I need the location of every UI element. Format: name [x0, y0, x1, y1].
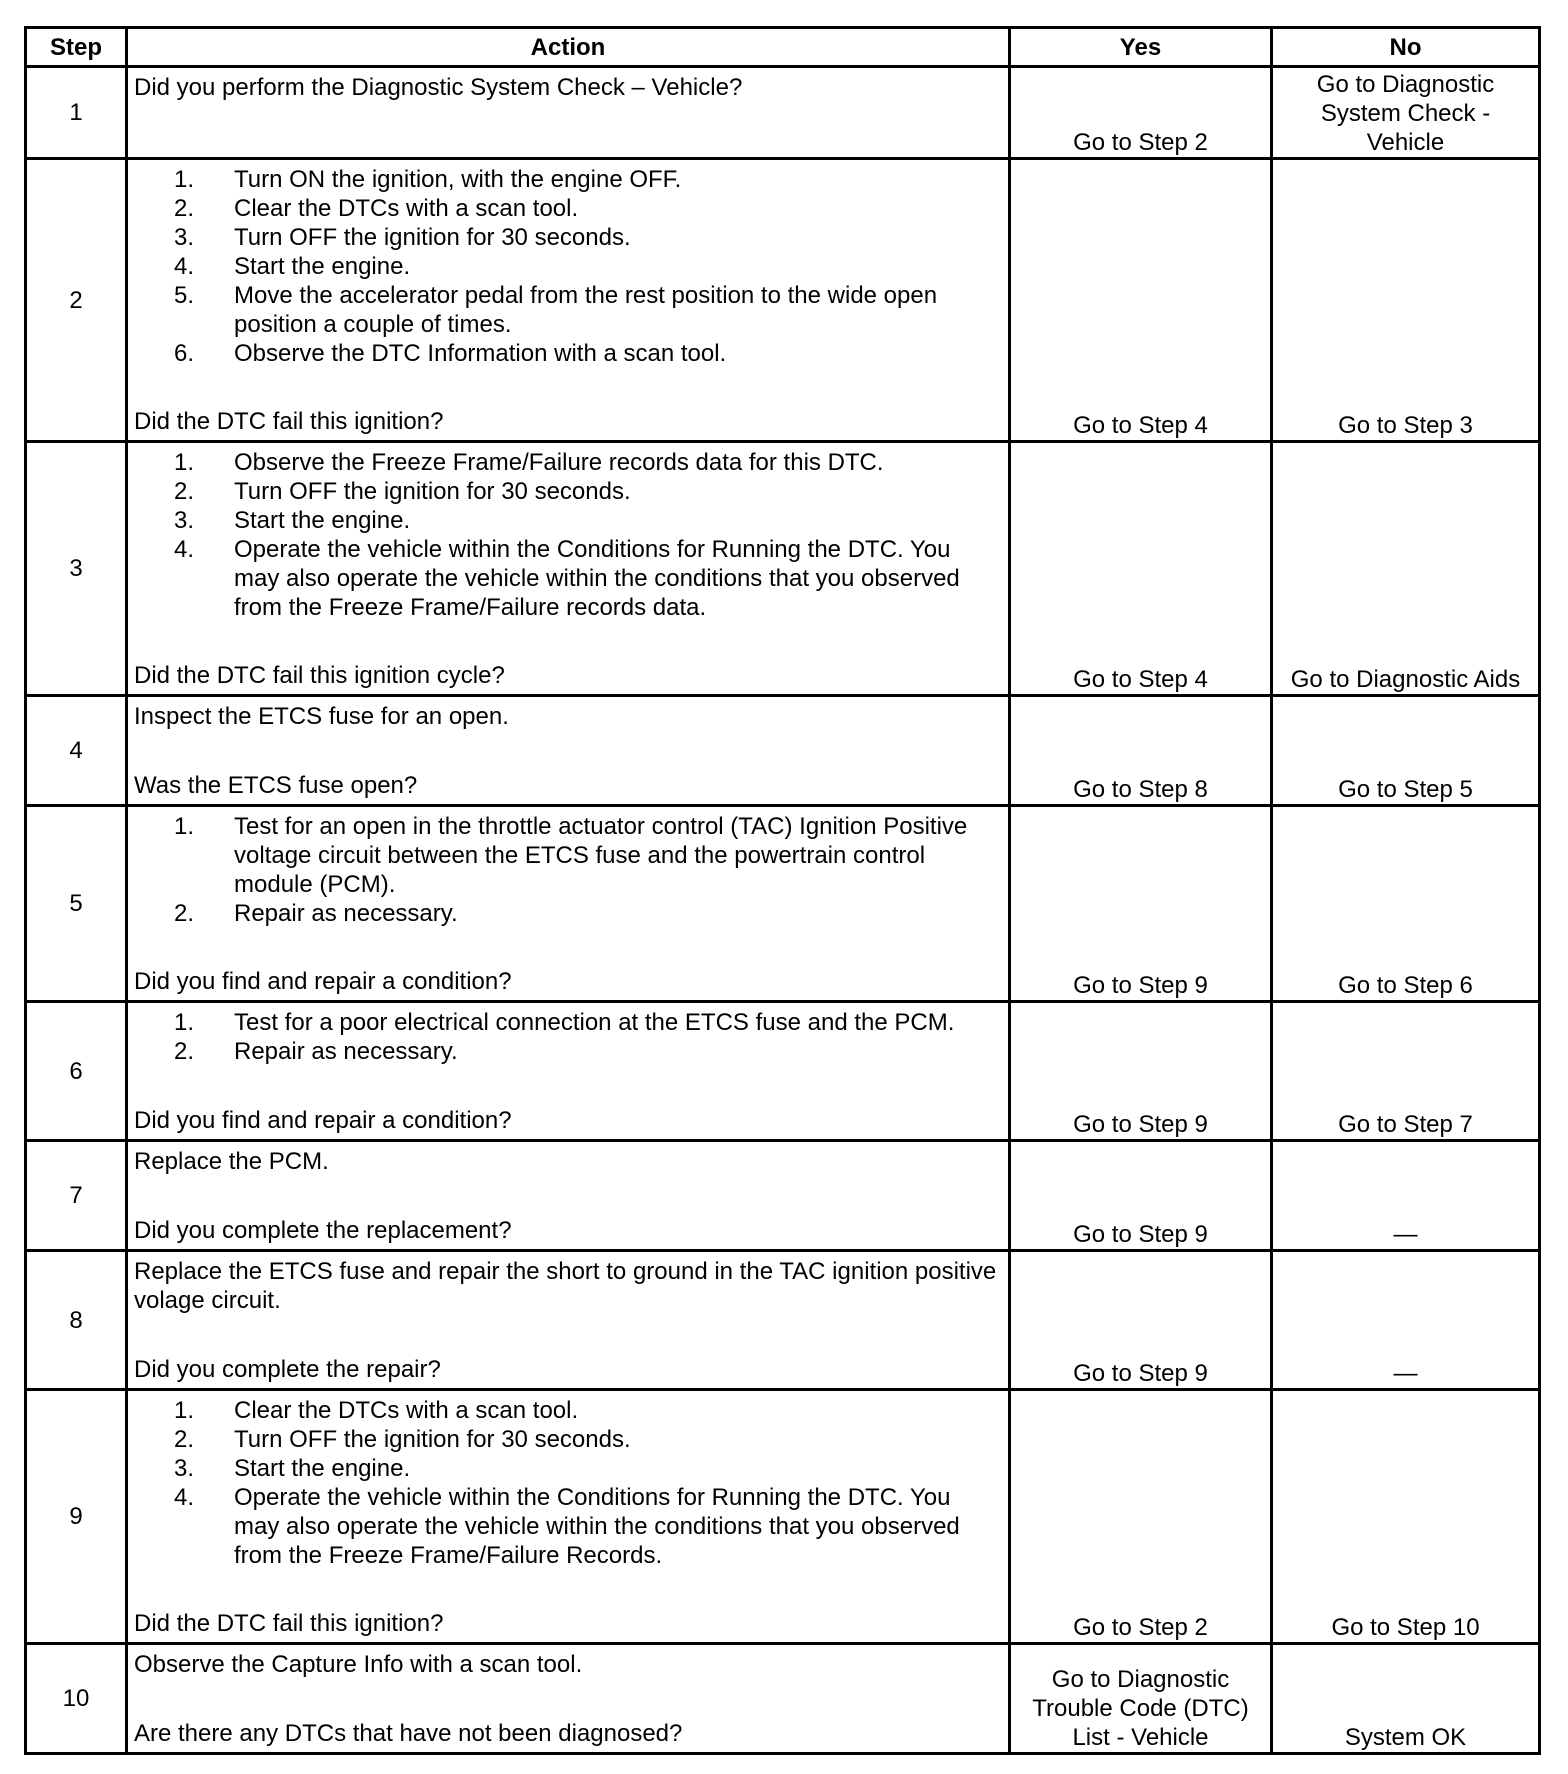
action-steps-list	[134, 165, 1002, 368]
list-item-number: 2.	[173, 478, 194, 505]
list-item-number: 3.	[173, 224, 194, 251]
yes-result: Go to Step 9	[1010, 806, 1272, 1002]
list-item	[134, 165, 1002, 194]
list-item-number: 4.	[173, 1484, 194, 1511]
list-item	[134, 281, 1002, 339]
list-item	[134, 194, 1002, 223]
list-item-text: Operate the vehicle within the Conditions for Running the DTC. You may also operate the vehicle within the conditions that you observed from the Freeze Frame/Failure records data.	[234, 536, 960, 621]
action-cell	[127, 1644, 1010, 1754]
yes-result: Go to Step 2	[1010, 1390, 1272, 1644]
step-number: 3	[26, 442, 127, 696]
action-steps-list	[134, 1396, 1002, 1570]
action-steps-list	[134, 448, 1002, 622]
list-item	[134, 535, 1002, 622]
action-instruction: Observe the Capture Info with a scan tool.	[134, 1651, 583, 1678]
list-item-text: Operate the vehicle within the Conditions for Running the DTC. You may also operate the vehicle within the conditions that you observed from the Freeze Frame/Failure Records.	[234, 1484, 960, 1569]
action-cell	[127, 67, 1010, 159]
action-question: Did the DTC fail this ignition?	[134, 1610, 444, 1637]
list-item-number: 4.	[173, 253, 194, 280]
action-question: Did you complete the repair?	[134, 1356, 441, 1383]
no-result: System OK	[1272, 1644, 1540, 1754]
list-item	[134, 812, 1002, 899]
yes-result: Go to Step 9	[1010, 1002, 1272, 1141]
table-row	[26, 1251, 1540, 1390]
list-item-text: Turn OFF the ignition for 30 seconds.	[234, 1426, 631, 1453]
list-item-text: Turn ON the ignition, with the engine OFF.	[234, 166, 682, 193]
table-row	[26, 1390, 1540, 1644]
list-item	[134, 477, 1002, 506]
list-item-number: 3.	[173, 1455, 194, 1482]
header-yes: Yes	[1010, 28, 1272, 67]
list-item	[134, 223, 1002, 252]
step-number: 9	[26, 1390, 127, 1644]
no-result: Go to Step 10	[1272, 1390, 1540, 1644]
list-item-text: Test for an open in the throttle actuator control (TAC) Ignition Positive voltage circuit between the ETCS fuse and the powertrain control module (PCM).	[234, 813, 968, 898]
header-no: No	[1272, 28, 1540, 67]
table-row	[26, 1644, 1540, 1754]
list-item-text: Repair as necessary.	[234, 1038, 458, 1065]
list-item-number: 4.	[173, 536, 194, 563]
list-item-number: 1.	[173, 449, 194, 476]
action-question: Did the DTC fail this ignition?	[134, 408, 444, 435]
action-cell	[127, 442, 1010, 696]
list-item-text: Test for a poor electrical connection at the ETCS fuse and the PCM.	[234, 1009, 955, 1036]
no-result: Go to Step 5	[1272, 696, 1540, 806]
list-item-text: Clear the DTCs with a scan tool.	[234, 1397, 579, 1424]
action-question: Was the ETCS fuse open?	[134, 772, 418, 799]
table-row	[26, 442, 1540, 696]
action-cell	[127, 1002, 1010, 1141]
list-item-text: Repair as necessary.	[234, 900, 458, 927]
action-cell	[127, 1390, 1010, 1644]
table-row	[26, 1141, 1540, 1251]
yes-result: Go to Step 4	[1010, 159, 1272, 442]
list-item-text: Clear the DTCs with a scan tool.	[234, 195, 579, 222]
list-item-text: Turn OFF the ignition for 30 seconds.	[234, 478, 631, 505]
action-cell	[127, 159, 1010, 442]
list-item-number: 3.	[173, 507, 194, 534]
table-row	[26, 696, 1540, 806]
list-item-number: 6.	[173, 340, 194, 367]
table-body	[26, 67, 1540, 1754]
list-item-number: 2.	[173, 1038, 194, 1065]
step-number: 10	[26, 1644, 127, 1754]
diagnostic-table	[24, 26, 1541, 1755]
header-row	[26, 28, 1540, 67]
action-question: Did you find and repair a condition?	[134, 968, 512, 995]
list-item-text: Observe the Freeze Frame/Failure records data for this DTC.	[234, 449, 884, 476]
yes-result: Go to Step 8	[1010, 696, 1272, 806]
step-number: 2	[26, 159, 127, 442]
table-row	[26, 1002, 1540, 1141]
list-item-text: Turn OFF the ignition for 30 seconds.	[234, 224, 631, 251]
list-item	[134, 1008, 1002, 1037]
list-item	[134, 1396, 1002, 1425]
list-item-number: 2.	[173, 900, 194, 927]
list-item-text: Start the engine.	[234, 253, 411, 280]
no-result: Go to Diagnostic Aids	[1272, 442, 1540, 696]
step-number: 4	[26, 696, 127, 806]
no-result: Go to Step 3	[1272, 159, 1540, 442]
step-number: 5	[26, 806, 127, 1002]
list-item-number: 5.	[173, 282, 194, 309]
no-result: Go to Step 7	[1272, 1002, 1540, 1141]
table-row	[26, 67, 1540, 159]
action-instruction: Replace the PCM.	[134, 1148, 329, 1175]
no-result: —	[1272, 1141, 1540, 1251]
list-item-text: Start the engine.	[234, 1455, 411, 1482]
step-number: 1	[26, 67, 127, 159]
step-number: 6	[26, 1002, 127, 1141]
table-row	[26, 159, 1540, 442]
list-item	[134, 899, 1002, 928]
list-item-number: 2.	[173, 195, 194, 222]
action-instruction: Did you perform the Diagnostic System Check – Vehicle?	[134, 74, 743, 101]
list-item-text: Observe the DTC Information with a scan tool.	[234, 340, 727, 367]
header-step: Step	[26, 28, 127, 67]
action-cell	[127, 1141, 1010, 1251]
action-instruction: Inspect the ETCS fuse for an open.	[134, 703, 509, 730]
step-number: 7	[26, 1141, 127, 1251]
list-item	[134, 339, 1002, 368]
header-action: Action	[127, 28, 1010, 67]
yes-result: Go to Step 9	[1010, 1141, 1272, 1251]
no-result: Go to Step 6	[1272, 806, 1540, 1002]
table-row	[26, 806, 1540, 1002]
list-item	[134, 1425, 1002, 1454]
action-question: Did you find and repair a condition?	[134, 1107, 512, 1134]
list-item	[134, 506, 1002, 535]
yes-result: Go to Step 4	[1010, 442, 1272, 696]
action-question: Are there any DTCs that have not been diagnosed?	[134, 1720, 683, 1747]
list-item	[134, 1037, 1002, 1066]
list-item-text: Start the engine.	[234, 507, 411, 534]
step-number: 8	[26, 1251, 127, 1390]
action-steps-list	[134, 1008, 1002, 1066]
list-item	[134, 1454, 1002, 1483]
yes-result: Go to Diagnostic Trouble Code (DTC) List - Vehicle	[1010, 1644, 1272, 1754]
list-item-number: 1.	[173, 1009, 194, 1036]
list-item-number: 1.	[173, 1397, 194, 1424]
list-item-number: 1.	[173, 166, 194, 193]
yes-result: Go to Step 9	[1010, 1251, 1272, 1390]
action-question: Did you complete the replacement?	[134, 1217, 512, 1244]
list-item-number: 2.	[173, 1426, 194, 1453]
no-result: —	[1272, 1251, 1540, 1390]
action-steps-list	[134, 812, 1002, 928]
action-cell	[127, 806, 1010, 1002]
list-item	[134, 448, 1002, 477]
yes-result: Go to Step 2	[1010, 67, 1272, 159]
no-result: Go to Diagnostic System Check - Vehicle	[1272, 67, 1540, 159]
list-item-number: 1.	[173, 813, 194, 840]
action-cell	[127, 696, 1010, 806]
list-item-text: Move the accelerator pedal from the rest position to the wide open position a couple of times.	[234, 282, 938, 338]
list-item	[134, 1483, 1002, 1570]
action-instruction: Replace the ETCS fuse and repair the short to ground in the TAC ignition positive volage circuit.	[134, 1258, 997, 1314]
action-cell	[127, 1251, 1010, 1390]
action-question: Did the DTC fail this ignition cycle?	[134, 662, 505, 689]
list-item	[134, 252, 1002, 281]
